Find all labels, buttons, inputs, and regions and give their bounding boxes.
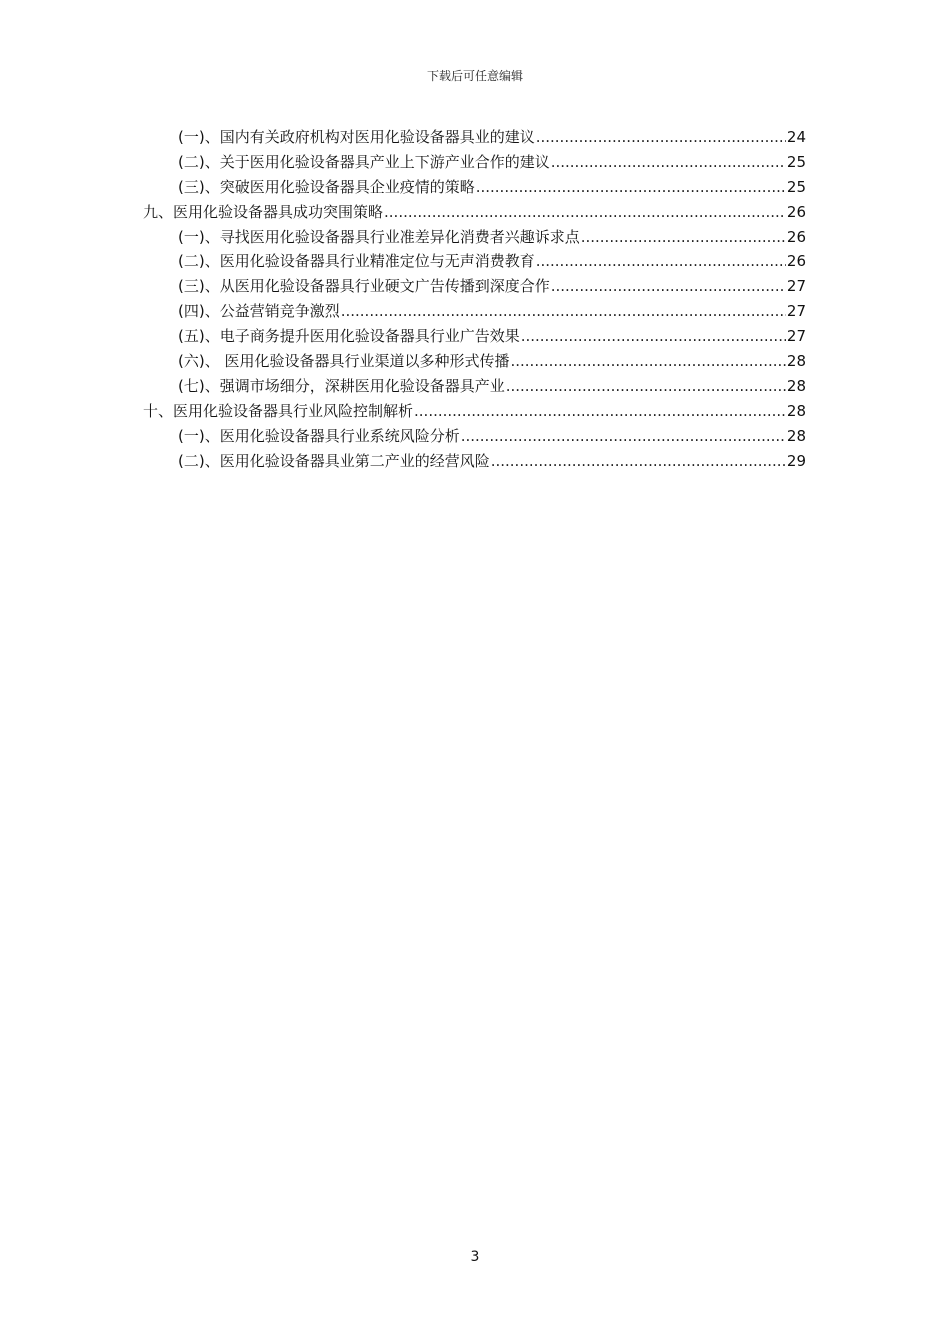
- toc-dot-leader: [536, 251, 786, 271]
- toc-dot-leader: [581, 227, 786, 247]
- toc-entry[interactable]: [143, 351, 806, 376]
- toc-entry[interactable]: [143, 276, 806, 301]
- toc-dot-leader: [551, 152, 786, 172]
- toc-entry[interactable]: [143, 177, 806, 202]
- toc-entry-title: (六)、 医用化验设备器具行业渠道以多种形式传播: [178, 352, 510, 371]
- toc-entry-page: 28: [786, 426, 806, 445]
- toc-entry[interactable]: [143, 127, 806, 152]
- toc-entry-title: (五)、电子商务提升医用化验设备器具行业广告效果: [178, 327, 520, 346]
- page-number: 3: [470, 1249, 480, 1265]
- toc-entry-page: 27: [786, 327, 806, 346]
- toc-dot-leader: [551, 276, 786, 296]
- toc-entry-page: 29: [786, 451, 806, 470]
- page-header: 下载后可任意编辑: [426, 69, 523, 83]
- toc-dot-leader: [521, 326, 786, 346]
- toc-dot-leader: [506, 376, 786, 396]
- toc-entry-page: 28: [786, 352, 806, 371]
- toc-entry-title: (三)、突破医用化验设备器具企业疫情的策略: [178, 177, 475, 196]
- toc-entry-title: (二)、医用化验设备器具行业精准定位与无声消费教育: [178, 252, 535, 271]
- toc-dot-leader: [536, 127, 786, 147]
- toc-entry[interactable]: [143, 202, 806, 227]
- toc-dot-leader: [476, 177, 786, 197]
- toc-entry-title: (一)、国内有关政府机构对医用化验设备器具业的建议: [178, 128, 535, 146]
- toc-entry-title: 十、医用化验设备器具行业风险控制解析: [143, 401, 414, 420]
- toc-entry-title: 九、医用化验设备器具成功突围策略: [143, 202, 384, 221]
- toc-entry-page: 28: [786, 376, 806, 395]
- toc-entry-page: 28: [786, 401, 806, 420]
- toc-entry-page: 26: [786, 202, 806, 221]
- toc-dot-leader: [414, 401, 786, 421]
- toc-entry-page: 26: [786, 227, 806, 246]
- toc-entry-title: (二)、医用化验设备器具业第二产业的经营风险: [178, 451, 490, 470]
- toc-entry-title: (三)、从医用化验设备器具行业硬文广告传播到深度合作: [178, 277, 550, 296]
- toc-entry-page: 27: [786, 302, 806, 321]
- table-of-contents: [143, 127, 806, 475]
- toc-dot-leader: [461, 426, 786, 446]
- toc-dot-leader: [491, 451, 786, 471]
- toc-entry[interactable]: [143, 376, 806, 401]
- toc-entry[interactable]: [143, 152, 806, 177]
- toc-dot-leader: [341, 301, 786, 321]
- toc-entry[interactable]: [143, 227, 806, 252]
- toc-entry-page: 25: [786, 177, 806, 196]
- toc-dot-leader: [510, 351, 785, 371]
- toc-entry[interactable]: [143, 451, 806, 476]
- toc-entry-title: (一)、寻找医用化验设备器具行业准差异化消费者兴趣诉求点: [178, 227, 580, 246]
- toc-entry[interactable]: [143, 326, 806, 351]
- toc-entry[interactable]: [143, 251, 806, 276]
- toc-entry-page: 27: [786, 277, 806, 296]
- toc-entry-title: (一)、医用化验设备器具行业系统风险分析: [178, 426, 460, 445]
- toc-entry-title: (四)、公益营销竞争激烈: [178, 302, 340, 321]
- toc-dot-leader: [384, 202, 786, 222]
- toc-entry-title: (七)、强调市场细分，深耕医用化验设备器具产业: [178, 376, 505, 395]
- toc-entry-page: 24: [786, 128, 806, 146]
- toc-entry[interactable]: [143, 301, 806, 326]
- toc-entry-title: (二)、关于医用化验设备器具产业上下游产业合作的建议: [178, 152, 550, 171]
- toc-entry-page: 25: [786, 152, 806, 171]
- toc-entry-page: 26: [786, 252, 806, 271]
- toc-entry[interactable]: [143, 426, 806, 451]
- toc-entry[interactable]: [143, 401, 806, 426]
